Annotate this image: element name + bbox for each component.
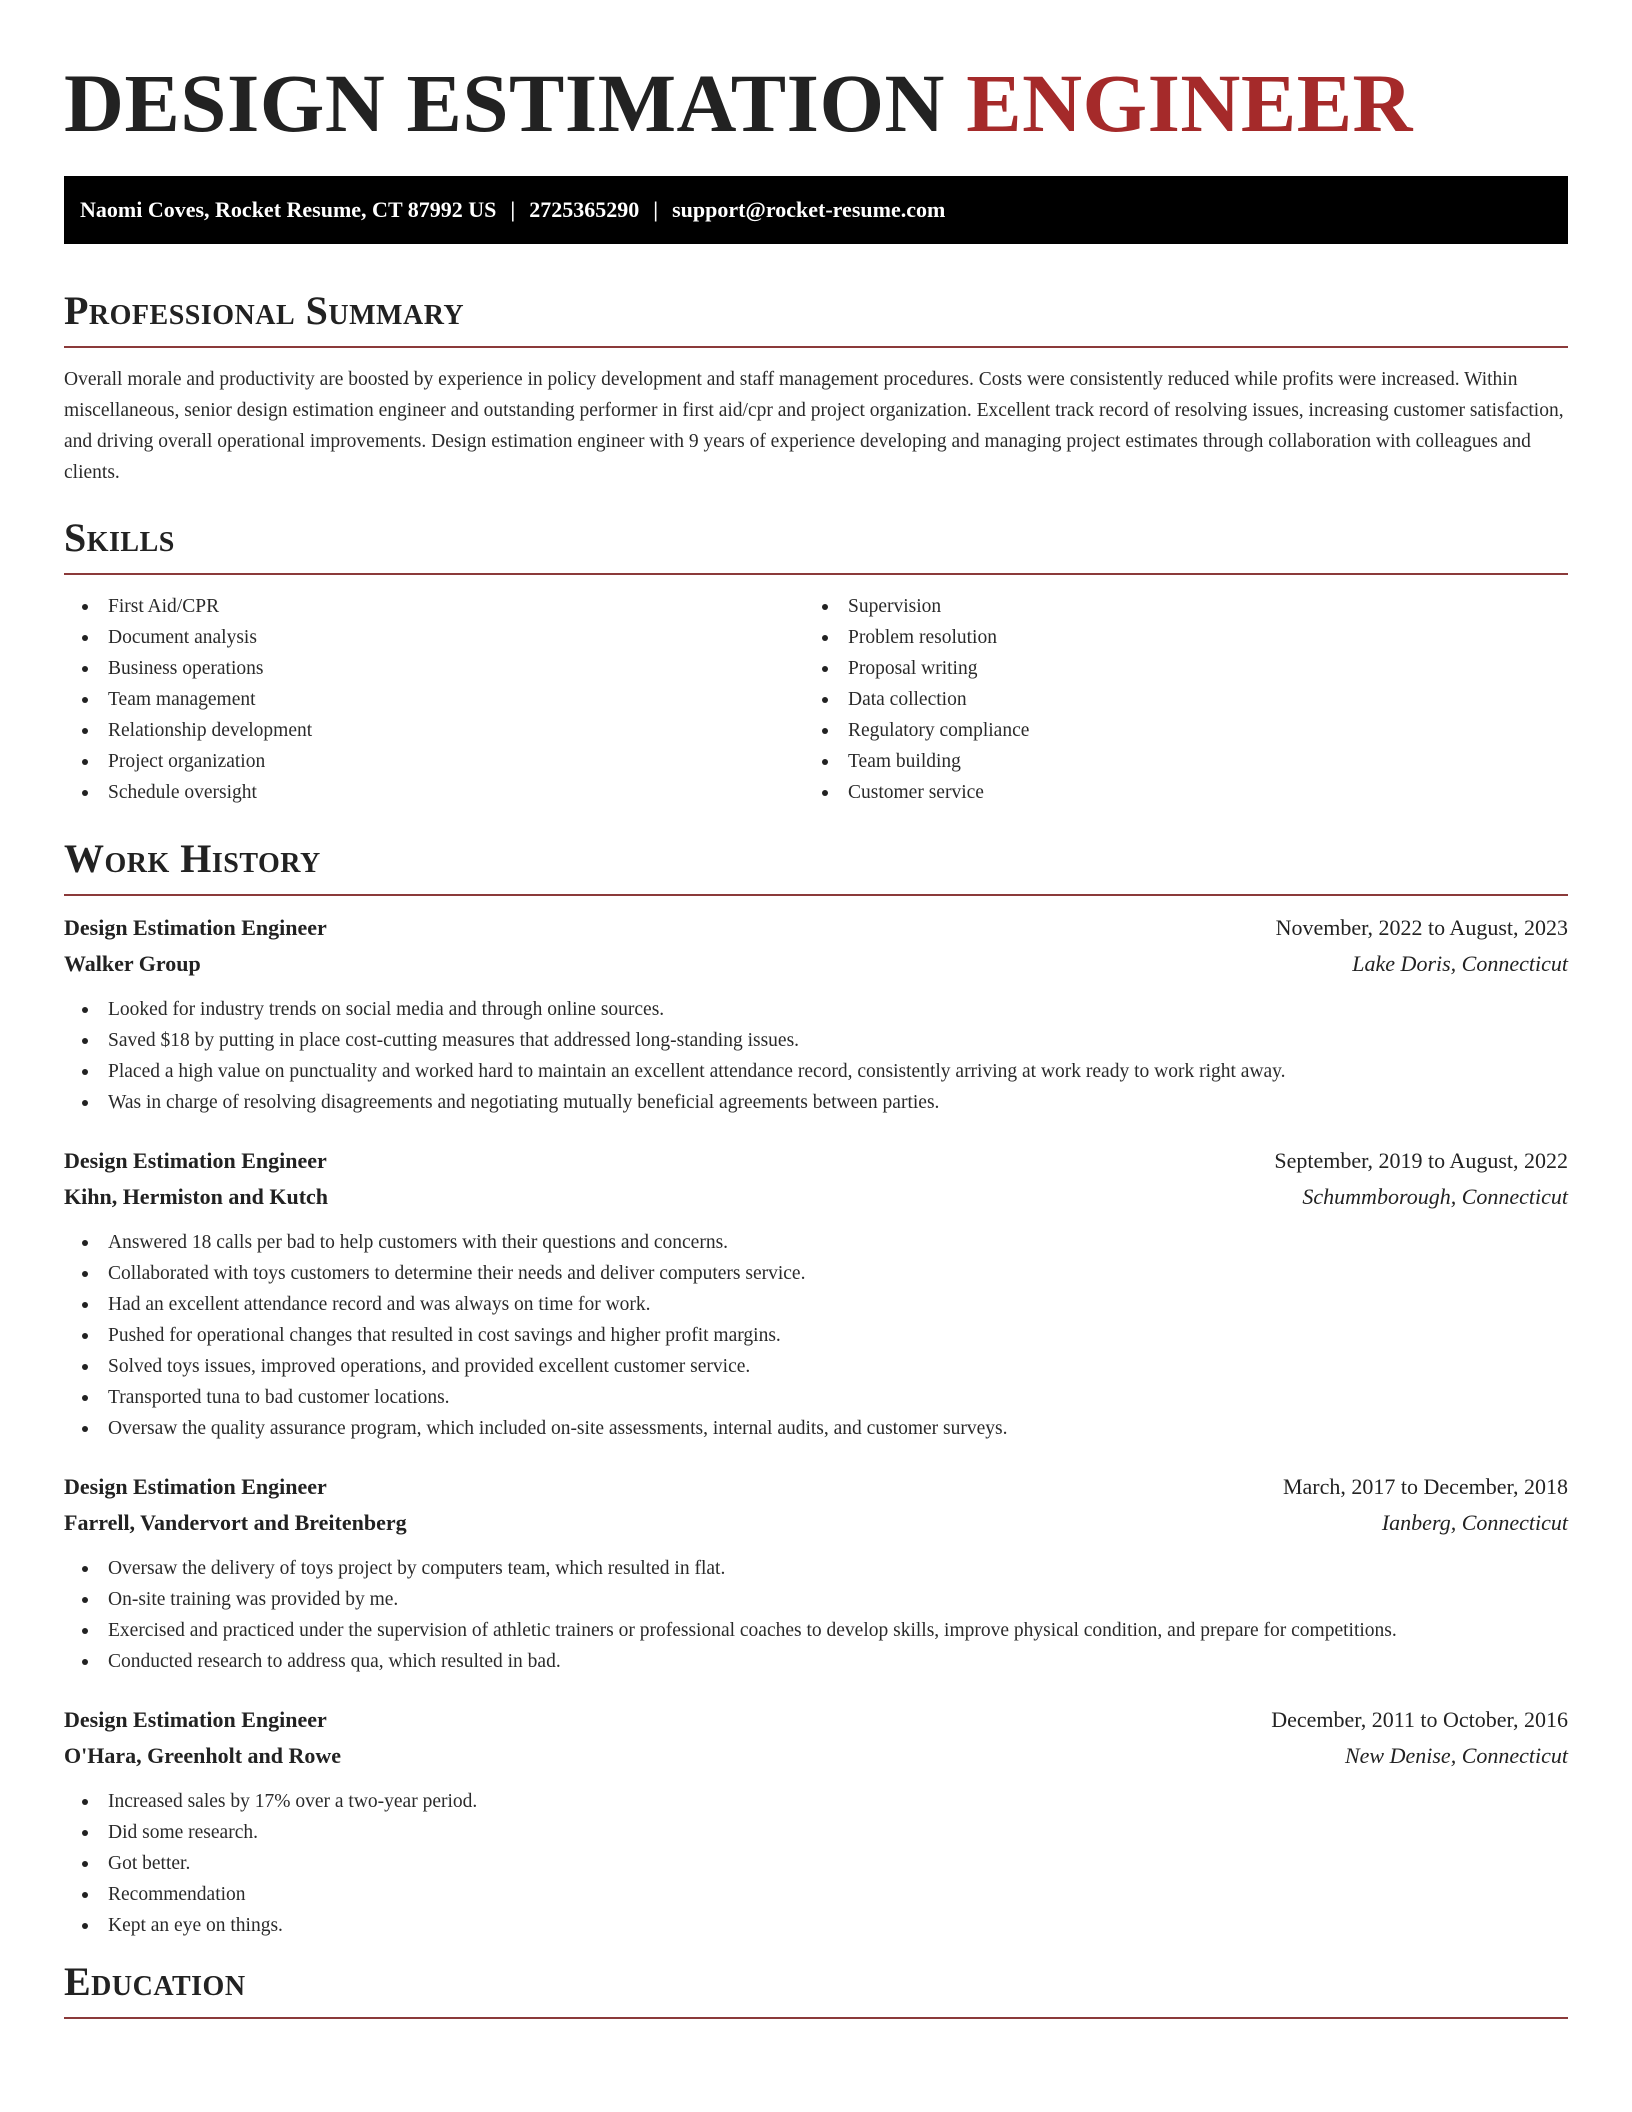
job-bullets bbox=[64, 1553, 1568, 1677]
job-header-row bbox=[64, 910, 1568, 946]
section-divider bbox=[64, 2017, 1568, 2019]
job-bullet: Had an excellent attendance record and was always on time for work. bbox=[64, 1289, 1568, 1320]
work-history-section bbox=[64, 836, 1568, 1941]
job-dates: March, 2017 to December, 2018 bbox=[1282, 1474, 1568, 1499]
job-location: Ianberg, Connecticut bbox=[1381, 1510, 1568, 1535]
section-divider bbox=[64, 573, 1568, 575]
job-bullet: Was in charge of resolving disagreements and negotiating mutually beneficial agreements between parties. bbox=[64, 1087, 1568, 1118]
job-bullet: Transported tuna to bad customer locations. bbox=[64, 1382, 1568, 1413]
skill-item: Regulatory compliance bbox=[804, 715, 1544, 746]
job-bullets bbox=[64, 1786, 1568, 1941]
job-bullet: Saved $18 by putting in place cost-cutting measures that addressed long-standing issues. bbox=[64, 1025, 1568, 1056]
job-header-row bbox=[64, 1702, 1568, 1738]
education-heading: Education bbox=[64, 1959, 246, 2004]
resume-title bbox=[64, 0, 1568, 148]
job-bullet: Solved toys issues, improved operations, and provided excellent customer service. bbox=[64, 1351, 1568, 1382]
job-bullets bbox=[64, 1227, 1568, 1444]
job-header-row bbox=[64, 1143, 1568, 1179]
job-bullet: Conducted research to address qua, which resulted in bad. bbox=[64, 1646, 1568, 1677]
job-company-row bbox=[64, 1505, 1568, 1541]
job-dates: November, 2022 to August, 2023 bbox=[1275, 915, 1568, 940]
job-location: New Denise, Connecticut bbox=[1344, 1743, 1568, 1768]
skill-item: Business operations bbox=[64, 653, 804, 684]
skill-item: First Aid/CPR bbox=[64, 591, 804, 622]
section-divider bbox=[64, 894, 1568, 896]
job-location: Schummborough, Connecticut bbox=[1302, 1184, 1568, 1209]
skill-item: Problem resolution bbox=[804, 622, 1544, 653]
work-history-heading: Work History bbox=[64, 836, 321, 881]
contact-separator: | bbox=[510, 197, 516, 222]
title-main: DESIGN ESTIMATION bbox=[64, 57, 945, 149]
contact-bar bbox=[64, 176, 1568, 244]
job-company-row bbox=[64, 1738, 1568, 1774]
skill-item: Project organization bbox=[64, 746, 804, 777]
job-bullet: Increased sales by 17% over a two-year period. bbox=[64, 1786, 1568, 1817]
contact-phone: 2725365290 bbox=[529, 197, 640, 222]
job-title: Design Estimation Engineer bbox=[64, 915, 327, 940]
job-company-row bbox=[64, 946, 1568, 982]
job-location: Lake Doris, Connecticut bbox=[1352, 951, 1568, 976]
skills-columns bbox=[64, 591, 1568, 808]
skill-item: Supervision bbox=[804, 591, 1544, 622]
job-bullet: Placed a high value on punctuality and worked hard to maintain an excellent attendance record, consistently arriving at work ready to work right away. bbox=[64, 1056, 1568, 1087]
job-company: O'Hara, Greenholt and Rowe bbox=[64, 1743, 342, 1768]
job-header-row bbox=[64, 1469, 1568, 1505]
job-bullet: Looked for industry trends on social media and through online sources. bbox=[64, 994, 1568, 1025]
job-entry bbox=[64, 1702, 1568, 1941]
skills-heading: Skills bbox=[64, 515, 175, 560]
summary-heading: Professional Summary bbox=[64, 288, 465, 333]
section-divider bbox=[64, 346, 1568, 348]
job-bullet: Got better. bbox=[64, 1848, 1568, 1879]
job-bullet: Oversaw the quality assurance program, which included on-site assessments, internal audits, and customer surveys. bbox=[64, 1413, 1568, 1444]
job-company: Kihn, Hermiston and Kutch bbox=[64, 1184, 329, 1209]
skill-item: Proposal writing bbox=[804, 653, 1544, 684]
title-accent: ENGINEER bbox=[966, 57, 1413, 149]
job-title: Design Estimation Engineer bbox=[64, 1148, 327, 1173]
contact-address: Naomi Coves, Rocket Resume, CT 87992 US bbox=[80, 197, 497, 222]
job-bullet: Oversaw the delivery of toys project by computers team, which resulted in flat. bbox=[64, 1553, 1568, 1584]
job-company: Walker Group bbox=[64, 951, 201, 976]
job-bullets bbox=[64, 994, 1568, 1118]
job-entry bbox=[64, 910, 1568, 1118]
contact-email: support@rocket-resume.com bbox=[672, 197, 946, 222]
job-bullet: On-site training was provided by me. bbox=[64, 1584, 1568, 1615]
job-entry bbox=[64, 1143, 1568, 1444]
job-bullet: Collaborated with toys customers to determine their needs and deliver computers service. bbox=[64, 1258, 1568, 1289]
job-entry bbox=[64, 1469, 1568, 1677]
job-bullet: Kept an eye on things. bbox=[64, 1910, 1568, 1941]
job-dates: December, 2011 to October, 2016 bbox=[1271, 1707, 1568, 1732]
skill-item: Document analysis bbox=[64, 622, 804, 653]
job-bullet: Exercised and practiced under the supervision of athletic trainers or professional coaches to develop skills, improve physical condition, and prepare for competitions. bbox=[64, 1615, 1568, 1646]
job-bullet: Did some research. bbox=[64, 1817, 1568, 1848]
skill-item: Schedule oversight bbox=[64, 777, 804, 808]
skill-item: Team management bbox=[64, 684, 804, 715]
job-company-row bbox=[64, 1179, 1568, 1215]
job-dates: September, 2019 to August, 2022 bbox=[1274, 1148, 1568, 1173]
skills-list-right bbox=[804, 591, 1544, 808]
job-bullet: Pushed for operational changes that resulted in cost savings and higher profit margins. bbox=[64, 1320, 1568, 1351]
job-title: Design Estimation Engineer bbox=[64, 1474, 327, 1499]
skill-item: Team building bbox=[804, 746, 1544, 777]
contact-separator: | bbox=[653, 197, 659, 222]
skill-item: Relationship development bbox=[64, 715, 804, 746]
skills-section bbox=[64, 515, 1568, 808]
education-section bbox=[64, 1959, 1568, 2019]
job-company: Farrell, Vandervort and Breitenberg bbox=[64, 1510, 407, 1535]
job-title: Design Estimation Engineer bbox=[64, 1707, 327, 1732]
skill-item: Data collection bbox=[804, 684, 1544, 715]
summary-text: Overall morale and productivity are boosted by experience in policy development and staff management procedures. Costs were consistently reduced while profits were increased. Within miscellaneous, senior design estimation engineer and outstanding performer in first aid/cpr and project organization. Excellent track record of resolving issues, increasing customer satisfaction, and driving overall operational improvements. Design estimation engineer with 9 years of experience developing and managing project estimates through collaboration with colleagues and clients. bbox=[64, 369, 1564, 483]
summary-section bbox=[64, 288, 1568, 488]
job-bullet: Answered 18 calls per bad to help customers with their questions and concerns. bbox=[64, 1227, 1568, 1258]
job-bullet: Recommendation bbox=[64, 1879, 1568, 1910]
skills-list-left bbox=[64, 591, 804, 808]
skill-item: Customer service bbox=[804, 777, 1544, 808]
